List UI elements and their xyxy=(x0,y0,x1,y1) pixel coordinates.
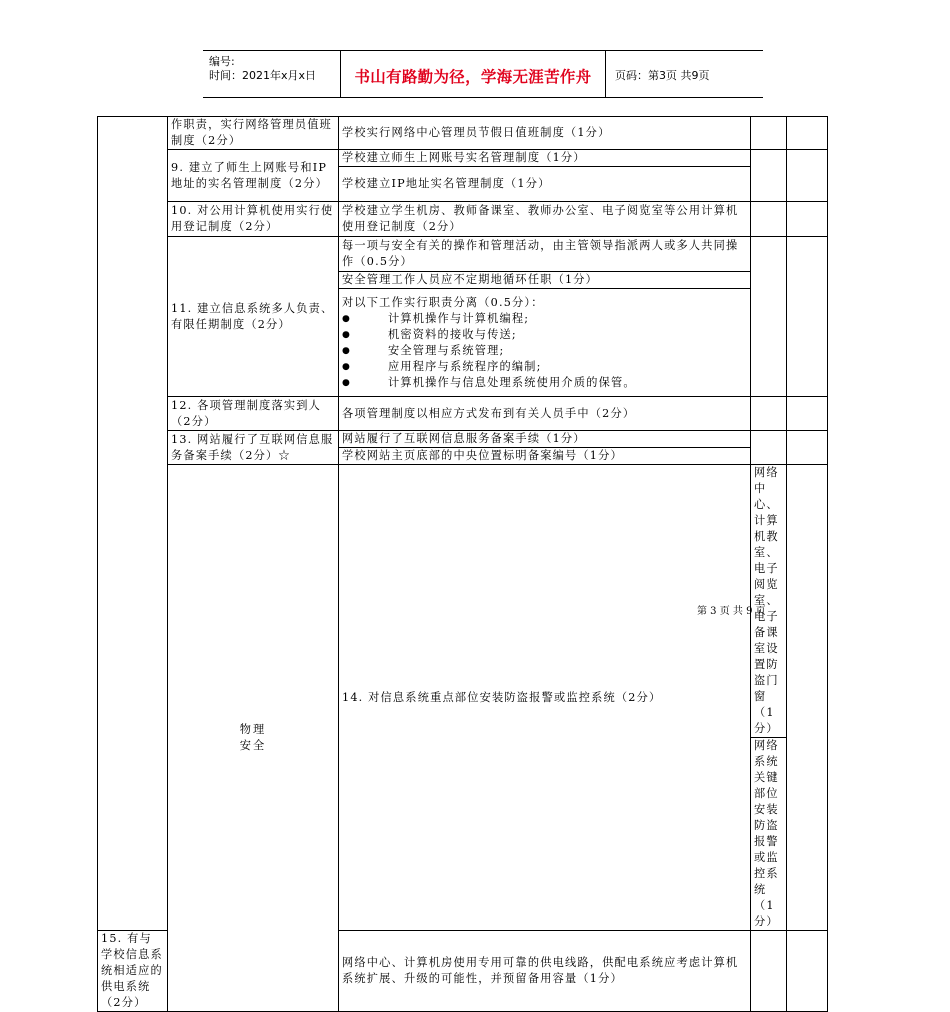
header-motto-cell xyxy=(341,51,606,97)
item-cell: 学校建立师生上网账号实名管理制度（1分） xyxy=(339,150,751,167)
number-label: 编号: xyxy=(209,55,235,68)
bullet-text: 计算机操作与信息处理系统使用介质的保管。 xyxy=(388,375,636,389)
bullet-icon: ● xyxy=(342,345,352,356)
list-item xyxy=(342,327,747,343)
standard-cell: 15. 有与学校信息系统相适应的供电系统（2分） xyxy=(98,931,168,1012)
item-cell: 每一项与安全有关的操作和管理活动，由主管领导指派两人或多人共同操作（0.5分） xyxy=(339,237,751,272)
bullet-icon: ● xyxy=(342,361,352,372)
bullet-text: 应用程序与系统程序的编制; xyxy=(388,359,542,373)
motto: 书山有路勤为径，学海无涯苦作舟 xyxy=(354,68,592,86)
remark-cell xyxy=(787,150,828,202)
bullet-icon: ● xyxy=(342,329,352,340)
score-cell xyxy=(751,202,787,237)
standard-cell: 11. 建立信息系统多人负责、有限任期制度（2分） xyxy=(168,237,339,397)
page-header xyxy=(203,50,763,98)
table-row xyxy=(98,237,828,272)
item-cell: 网络系统关键部位安装防盗报警或监控系统（1分） xyxy=(751,738,787,931)
remark-cell xyxy=(787,397,828,431)
score-cell xyxy=(751,431,787,465)
item-cell: 学校网站主页底部的中央位置标明备案编号（1分） xyxy=(339,448,751,465)
page-label: 页码：第3页 共9页 xyxy=(615,69,710,82)
item-cell: 网络中心、计算机教室、电子阅览室、电子备课室设置防盗门窗（1分） xyxy=(751,465,787,738)
item-cell: 网络中心、计算机房使用专用可靠的供电线路，供配电系统应考虑计算机系统扩展、升级的可能性，并预留备用容量（1分） xyxy=(339,931,751,1012)
item-cell: 学校实行网络中心管理员节假日值班制度（1分） xyxy=(339,117,751,150)
table-row xyxy=(98,117,828,150)
table-row xyxy=(98,465,828,738)
item-cell-duties xyxy=(339,289,751,397)
list-item xyxy=(342,359,747,375)
bullet-text: 安全管理与系统管理; xyxy=(388,343,505,357)
header-page-cell xyxy=(606,51,763,97)
list-item xyxy=(342,311,747,327)
score-cell xyxy=(751,397,787,431)
category-label: 安全 xyxy=(239,739,267,752)
time-label: 时间：2021年x月x日 xyxy=(209,69,317,82)
list-item xyxy=(342,375,747,391)
category-cell-empty xyxy=(98,117,168,931)
remark-cell xyxy=(787,931,828,1012)
table-row xyxy=(98,431,828,448)
remark-cell xyxy=(787,237,828,397)
bullet-icon: ● xyxy=(342,313,352,324)
header-meta xyxy=(203,51,341,97)
category-label: 物理 xyxy=(239,723,267,736)
item-cell: 学校建立IP地址实名管理制度（1分） xyxy=(339,167,751,202)
score-cell xyxy=(751,237,787,397)
item-cell: 学校建立学生机房、教师备课室、教师办公室、电子阅览室等公用计算机使用登记制度（2分） xyxy=(339,202,751,237)
standard-cell: 12. 各项管理制度落实到人（2分） xyxy=(168,397,339,431)
evaluation-table xyxy=(97,116,828,1012)
score-cell xyxy=(751,117,787,150)
remark-cell xyxy=(787,431,828,465)
bullet-text: 计算机操作与计算机编程; xyxy=(388,311,530,325)
table-row xyxy=(98,150,828,167)
standard-cell: 作职责，实行网络管理员值班制度（2分） xyxy=(168,117,339,150)
item-cell: 各项管理制度以相应方式发布到有关人员手中（2分） xyxy=(339,397,751,431)
standard-cell: 9. 建立了师生上网账号和IP地址的实名管理制度（2分） xyxy=(168,150,339,202)
score-cell xyxy=(751,150,787,202)
page-footer: 第 3 页 共 9 页 xyxy=(697,606,766,617)
table-row xyxy=(98,397,828,431)
score-cell xyxy=(787,465,828,931)
item-cell: 安全管理工作人员应不定期地循环任职（1分） xyxy=(339,272,751,289)
score-cell xyxy=(751,931,787,1012)
list-item xyxy=(342,343,747,359)
remark-cell xyxy=(787,117,828,150)
remark-cell xyxy=(787,202,828,237)
duty-intro: 对以下工作实行职责分离（0.5分）： xyxy=(342,295,544,309)
item-cell: 网站履行了互联网信息服务备案手续（1分） xyxy=(339,431,751,448)
standard-cell: 13. 网站履行了互联网信息服务备案手续（2分）☆ xyxy=(168,431,339,465)
table-row xyxy=(98,202,828,237)
bullet-text: 机密资料的接收与传送; xyxy=(388,327,517,341)
standard-cell: 14. 对信息系统重点部位安装防盗报警或监控系统（2分） xyxy=(339,465,751,931)
bullet-icon: ● xyxy=(342,377,352,388)
category-cell-physical xyxy=(168,465,339,1012)
standard-cell: 10. 对公用计算机使用实行使用登记制度（2分） xyxy=(168,202,339,237)
